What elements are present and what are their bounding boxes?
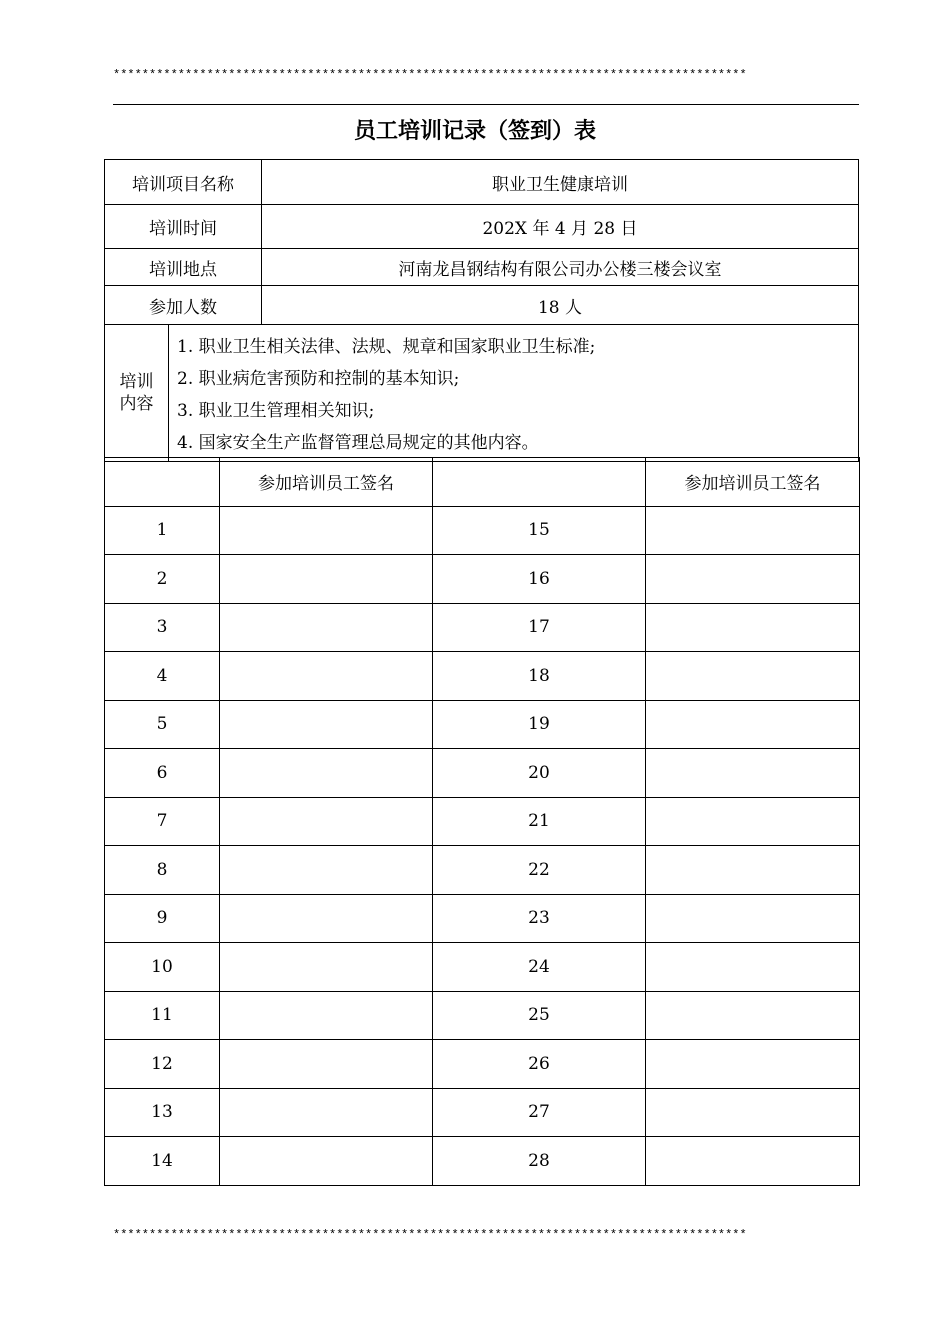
value-attendee-count: 18 人 [262, 286, 859, 325]
row-number-right: 19 [433, 700, 646, 749]
row-number-right: 23 [433, 894, 646, 943]
table-row [105, 1088, 860, 1137]
label-training-location: 培训地点 [105, 249, 262, 286]
signature-cell[interactable] [220, 991, 433, 1040]
row-number-right: 21 [433, 797, 646, 846]
signature-cell[interactable] [646, 555, 860, 604]
signature-cell[interactable] [220, 943, 433, 992]
signature-cell[interactable] [646, 991, 860, 1040]
row-number-right: 20 [433, 749, 646, 798]
row-number-left: 6 [105, 749, 220, 798]
content-item: 2. 职业病危害预防和控制的基本知识; [177, 369, 460, 389]
value-training-time: 202X 年 4 月 28 日 [262, 205, 859, 249]
info-row-project [105, 160, 859, 205]
row-number-left: 9 [105, 894, 220, 943]
row-number-left: 11 [105, 991, 220, 1040]
table-row [105, 506, 860, 555]
row-number-left: 13 [105, 1088, 220, 1137]
content-item: 1. 职业卫生相关法律、法规、规章和国家职业卫生标准; [177, 337, 596, 357]
signature-cell[interactable] [646, 846, 860, 895]
content-label-line2: 内容 [119, 394, 154, 414]
row-number-right: 22 [433, 846, 646, 895]
row-number-left: 5 [105, 700, 220, 749]
signin-header-row [105, 458, 860, 507]
page-title: 员工培训记录（签到）表 [353, 119, 596, 144]
table-row [105, 943, 860, 992]
table-row [105, 894, 860, 943]
row-number-right: 28 [433, 1137, 646, 1186]
signature-cell[interactable] [646, 943, 860, 992]
row-number-left: 12 [105, 1040, 220, 1089]
signature-cell[interactable] [646, 749, 860, 798]
signature-cell[interactable] [646, 603, 860, 652]
signin-table [104, 457, 860, 1186]
signature-cell[interactable] [220, 749, 433, 798]
row-number-right: 15 [433, 506, 646, 555]
table-row [105, 749, 860, 798]
signature-cell[interactable] [220, 1040, 433, 1089]
header-signature-left: 参加培训员工签名 [220, 458, 433, 507]
training-content-list [169, 325, 859, 462]
content-item: 4. 国家安全生产监督管理总局规定的其他内容。 [177, 433, 539, 453]
row-number-left: 10 [105, 943, 220, 992]
info-row-attendees [105, 286, 859, 325]
row-number-left: 14 [105, 1137, 220, 1186]
signature-cell[interactable] [646, 1088, 860, 1137]
row-number-left: 7 [105, 797, 220, 846]
label-attendee-count: 参加人数 [105, 286, 262, 325]
signature-cell[interactable] [220, 894, 433, 943]
signature-cell[interactable] [220, 506, 433, 555]
header-rule [113, 104, 859, 105]
table-row [105, 991, 860, 1040]
signature-cell[interactable] [646, 1040, 860, 1089]
label-training-content [105, 325, 169, 462]
table-row [105, 603, 860, 652]
table-row [105, 1040, 860, 1089]
signature-cell[interactable] [646, 797, 860, 846]
training-content-table [104, 324, 859, 462]
row-number-left: 8 [105, 846, 220, 895]
row-number-right: 27 [433, 1088, 646, 1137]
info-row-time [105, 205, 859, 249]
signature-cell[interactable] [220, 700, 433, 749]
content-label-line1: 培训 [119, 372, 154, 392]
value-project-name: 职业卫生健康培训 [262, 160, 859, 205]
signature-cell[interactable] [220, 603, 433, 652]
table-row [105, 1137, 860, 1186]
signature-cell[interactable] [220, 652, 433, 701]
table-row [105, 652, 860, 701]
header-number-left [105, 458, 220, 507]
signature-cell[interactable] [646, 506, 860, 555]
signature-cell[interactable] [646, 1137, 860, 1186]
info-row-location [105, 249, 859, 286]
row-number-left: 3 [105, 603, 220, 652]
training-info-table [104, 159, 859, 325]
row-number-right: 16 [433, 555, 646, 604]
signature-cell[interactable] [220, 555, 433, 604]
value-training-location: 河南龙昌钢结构有限公司办公楼三楼会议室 [262, 249, 859, 286]
row-number-right: 17 [433, 603, 646, 652]
row-number-right: 18 [433, 652, 646, 701]
table-row [105, 555, 860, 604]
table-row [105, 700, 860, 749]
table-row [105, 846, 860, 895]
label-project-name: 培训项目名称 [105, 160, 262, 205]
signature-cell[interactable] [220, 1137, 433, 1186]
row-number-left: 4 [105, 652, 220, 701]
signature-cell[interactable] [646, 652, 860, 701]
content-item: 3. 职业卫生管理相关知识; [177, 401, 375, 421]
table-row [105, 797, 860, 846]
row-number-right: 24 [433, 943, 646, 992]
row-number-left: 1 [105, 506, 220, 555]
header-number-right [433, 458, 646, 507]
row-number-right: 25 [433, 991, 646, 1040]
signature-cell[interactable] [220, 797, 433, 846]
signature-cell[interactable] [220, 1088, 433, 1137]
signature-cell[interactable] [646, 700, 860, 749]
signature-cell[interactable] [646, 894, 860, 943]
bottom-decorative-stars: **************************************************************************************** [113, 1228, 747, 1242]
row-number-right: 26 [433, 1040, 646, 1089]
row-number-left: 2 [105, 555, 220, 604]
signature-cell[interactable] [220, 846, 433, 895]
header-signature-right: 参加培训员工签名 [646, 458, 860, 507]
top-decorative-stars: **************************************************************************************** [113, 68, 747, 82]
label-training-time: 培训时间 [105, 205, 262, 249]
